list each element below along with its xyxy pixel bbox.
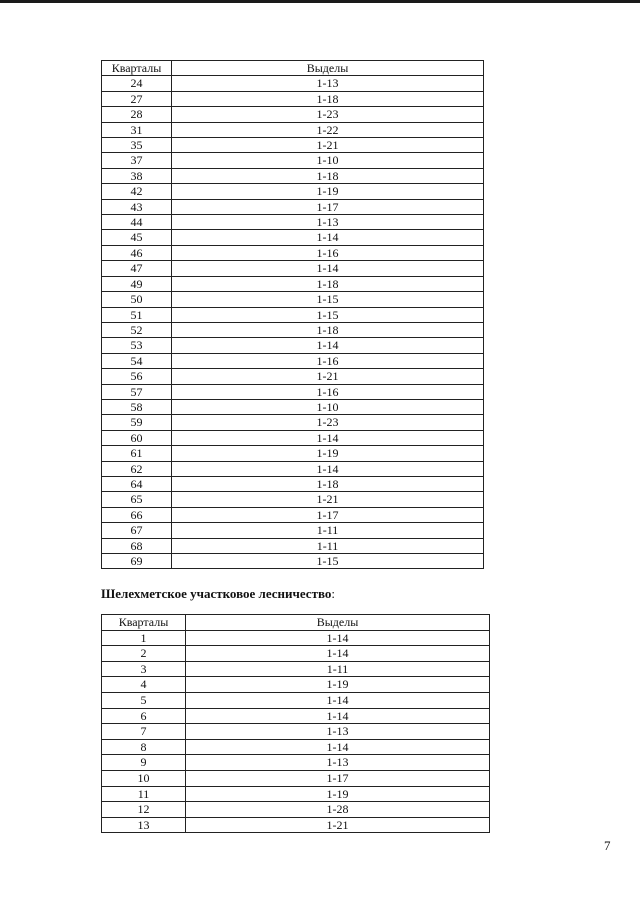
sections-cell: 1-14 xyxy=(172,338,484,353)
sections-cell: 1-16 xyxy=(172,384,484,399)
table-row xyxy=(102,353,484,368)
sections-cell: 1-11 xyxy=(172,538,484,553)
quarter-cell: 37 xyxy=(102,153,172,168)
sections-cell: 1-23 xyxy=(172,415,484,430)
quarter-cell: 50 xyxy=(102,292,172,307)
page-number: 7 xyxy=(604,838,611,853)
quarter-cell: 3 xyxy=(102,661,186,677)
table-row xyxy=(102,307,484,322)
sections-cell: 1-13 xyxy=(186,755,490,771)
quarter-cell: 60 xyxy=(102,430,172,445)
table-row xyxy=(102,630,490,646)
table-row xyxy=(102,739,490,755)
sections-cell: 1-14 xyxy=(186,692,490,708)
quarter-cell: 51 xyxy=(102,307,172,322)
quarter-cell: 7 xyxy=(102,724,186,740)
sections-cell: 1-14 xyxy=(186,708,490,724)
table-row xyxy=(102,802,490,818)
table-header-row xyxy=(102,615,490,631)
sections-cell: 1-28 xyxy=(186,802,490,818)
scan-top-edge xyxy=(0,0,640,3)
table-row xyxy=(102,692,490,708)
quarter-cell: 64 xyxy=(102,476,172,491)
table-row xyxy=(102,708,490,724)
sections-cell: 1-19 xyxy=(186,786,490,802)
table-row xyxy=(102,230,484,245)
quarter-cell: 31 xyxy=(102,122,172,137)
sections-cell: 1-19 xyxy=(186,677,490,693)
table-row xyxy=(102,554,484,569)
sections-cell: 1-14 xyxy=(172,230,484,245)
table-row xyxy=(102,338,484,353)
table-row xyxy=(102,384,484,399)
quarter-cell: 59 xyxy=(102,415,172,430)
sections-cell: 1-15 xyxy=(172,307,484,322)
table-row xyxy=(102,199,484,214)
table-row xyxy=(102,168,484,183)
quarter-cell: 47 xyxy=(102,261,172,276)
sections-cell: 1-13 xyxy=(172,76,484,91)
table-row xyxy=(102,245,484,260)
table-row xyxy=(102,322,484,337)
sections-cell: 1-10 xyxy=(172,153,484,168)
table-row xyxy=(102,184,484,199)
quarter-cell: 53 xyxy=(102,338,172,353)
table-row xyxy=(102,507,484,522)
quarter-cell: 2 xyxy=(102,646,186,662)
table-row xyxy=(102,677,490,693)
section-title-text: Шелехметское участковое лесничество xyxy=(101,586,332,601)
quarter-cell: 4 xyxy=(102,677,186,693)
quarter-cell: 5 xyxy=(102,692,186,708)
table-row xyxy=(102,276,484,291)
table-row xyxy=(102,817,490,833)
table-row xyxy=(102,724,490,740)
quarters-table-1 xyxy=(101,60,484,569)
sections-cell: 1-11 xyxy=(172,523,484,538)
quarter-cell: 69 xyxy=(102,554,172,569)
quarter-cell: 67 xyxy=(102,523,172,538)
table-row xyxy=(102,122,484,137)
sections-cell: 1-13 xyxy=(186,724,490,740)
sections-cell: 1-10 xyxy=(172,399,484,414)
table-row xyxy=(102,538,484,553)
quarter-cell: 61 xyxy=(102,446,172,461)
quarter-cell: 49 xyxy=(102,276,172,291)
table-row xyxy=(102,492,484,507)
column-header-quarters: Кварталы xyxy=(102,615,186,631)
table-row xyxy=(102,215,484,230)
sections-cell: 1-13 xyxy=(172,215,484,230)
quarter-cell: 57 xyxy=(102,384,172,399)
sections-cell: 1-17 xyxy=(172,507,484,522)
quarter-cell: 44 xyxy=(102,215,172,230)
quarter-cell: 9 xyxy=(102,755,186,771)
table-row xyxy=(102,786,490,802)
sections-cell: 1-22 xyxy=(172,122,484,137)
sections-cell: 1-14 xyxy=(172,430,484,445)
sections-cell: 1-23 xyxy=(172,107,484,122)
table-row xyxy=(102,461,484,476)
column-header-sections: Выделы xyxy=(186,615,490,631)
quarter-cell: 43 xyxy=(102,199,172,214)
table-row xyxy=(102,770,490,786)
table-row xyxy=(102,261,484,276)
table-row xyxy=(102,107,484,122)
sections-cell: 1-19 xyxy=(172,184,484,199)
sections-cell: 1-16 xyxy=(172,245,484,260)
table-row xyxy=(102,415,484,430)
table-row xyxy=(102,476,484,491)
quarter-cell: 10 xyxy=(102,770,186,786)
sections-cell: 1-18 xyxy=(172,322,484,337)
sections-cell: 1-14 xyxy=(186,739,490,755)
quarter-cell: 68 xyxy=(102,538,172,553)
sections-cell: 1-14 xyxy=(186,646,490,662)
table-row xyxy=(102,661,490,677)
sections-cell: 1-18 xyxy=(172,476,484,491)
sections-cell: 1-17 xyxy=(186,770,490,786)
sections-cell: 1-11 xyxy=(186,661,490,677)
quarter-cell: 62 xyxy=(102,461,172,476)
table-body xyxy=(102,630,490,833)
table-row xyxy=(102,153,484,168)
quarter-cell: 45 xyxy=(102,230,172,245)
quarter-cell: 35 xyxy=(102,138,172,153)
quarter-cell: 42 xyxy=(102,184,172,199)
quarter-cell: 1 xyxy=(102,630,186,646)
table-row xyxy=(102,138,484,153)
table-row xyxy=(102,646,490,662)
quarters-table-2 xyxy=(101,614,490,833)
table-body xyxy=(102,76,484,569)
table-row xyxy=(102,292,484,307)
quarter-cell: 58 xyxy=(102,399,172,414)
column-header-sections: Выделы xyxy=(172,61,484,76)
sections-cell: 1-19 xyxy=(172,446,484,461)
quarter-cell: 24 xyxy=(102,76,172,91)
quarter-cell: 12 xyxy=(102,802,186,818)
quarter-cell: 46 xyxy=(102,245,172,260)
sections-cell: 1-14 xyxy=(172,461,484,476)
table-header-row xyxy=(102,61,484,76)
sections-cell: 1-14 xyxy=(172,261,484,276)
table-row xyxy=(102,446,484,461)
quarter-cell: 52 xyxy=(102,322,172,337)
table-row xyxy=(102,755,490,771)
sections-cell: 1-21 xyxy=(186,817,490,833)
quarter-cell: 27 xyxy=(102,91,172,106)
table-row xyxy=(102,399,484,414)
sections-cell: 1-18 xyxy=(172,276,484,291)
table-row xyxy=(102,91,484,106)
sections-cell: 1-14 xyxy=(186,630,490,646)
sections-cell: 1-21 xyxy=(172,369,484,384)
table-row xyxy=(102,430,484,445)
quarter-cell: 6 xyxy=(102,708,186,724)
table-row xyxy=(102,369,484,384)
quarter-cell: 66 xyxy=(102,507,172,522)
quarter-cell: 28 xyxy=(102,107,172,122)
section-title xyxy=(101,586,335,602)
sections-cell: 1-21 xyxy=(172,492,484,507)
quarter-cell: 38 xyxy=(102,168,172,183)
sections-cell: 1-21 xyxy=(172,138,484,153)
sections-cell: 1-18 xyxy=(172,91,484,106)
sections-cell: 1-16 xyxy=(172,353,484,368)
sections-cell: 1-15 xyxy=(172,554,484,569)
table-row xyxy=(102,76,484,91)
column-header-quarters: Кварталы xyxy=(102,61,172,76)
quarter-cell: 13 xyxy=(102,817,186,833)
quarter-cell: 56 xyxy=(102,369,172,384)
sections-cell: 1-17 xyxy=(172,199,484,214)
quarter-cell: 8 xyxy=(102,739,186,755)
quarter-cell: 65 xyxy=(102,492,172,507)
sections-cell: 1-15 xyxy=(172,292,484,307)
quarter-cell: 54 xyxy=(102,353,172,368)
section-title-colon: : xyxy=(331,586,336,601)
table-row xyxy=(102,523,484,538)
sections-cell: 1-18 xyxy=(172,168,484,183)
quarter-cell: 11 xyxy=(102,786,186,802)
